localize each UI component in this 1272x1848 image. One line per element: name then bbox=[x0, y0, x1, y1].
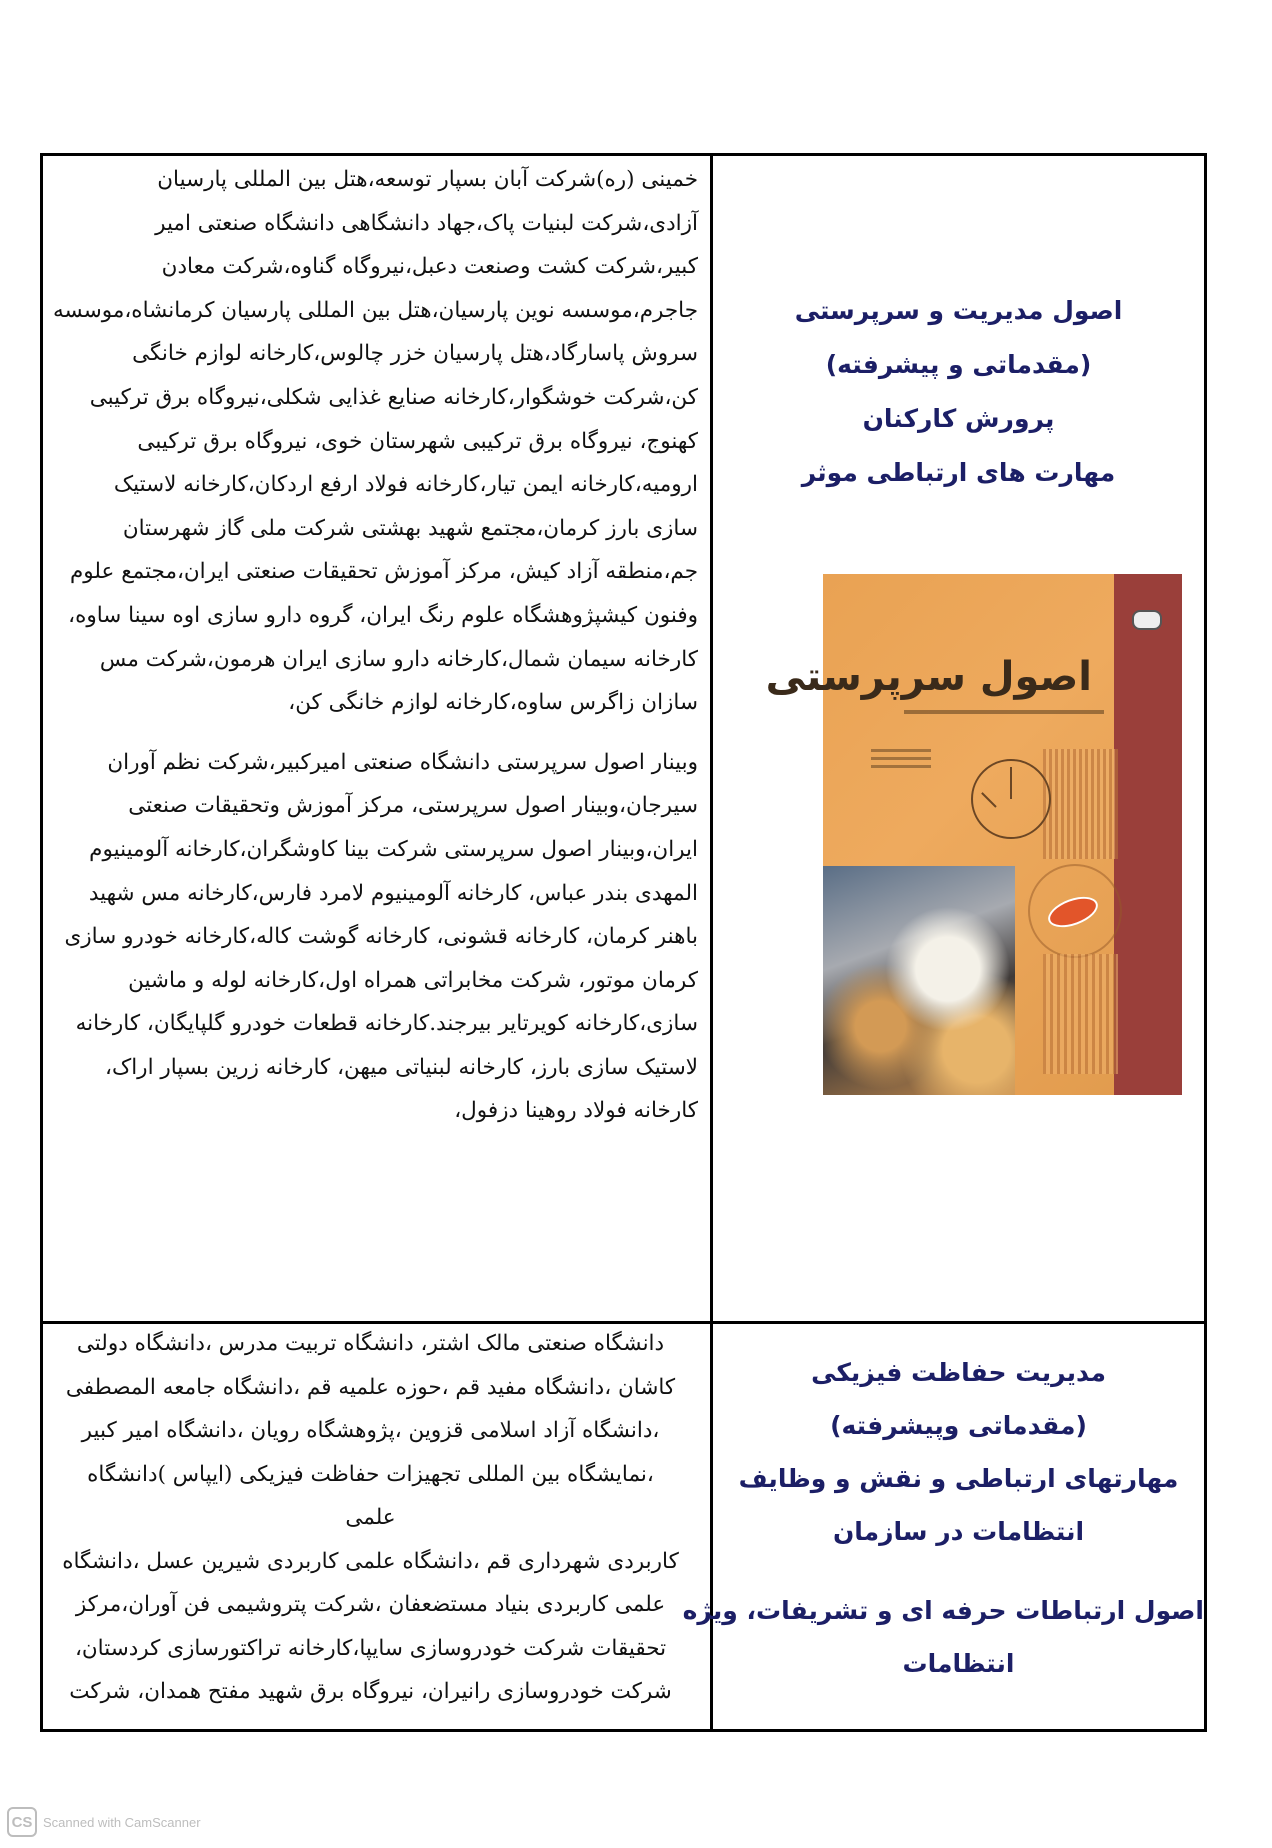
clients-line: علمی کاربردی بنیاد مستضعفان ،شرکت پتروشیمی فن آوران،مرکز bbox=[75, 1592, 666, 1617]
clients-line: سازی،کارخانه کویرتایر بیرجند.کارخانه قطعات خودرو گلپایگان، کارخانه bbox=[75, 1011, 698, 1037]
clients-line: سازی بارز کرمان،مجتمع شهید بهشتی شرکت ملی گاز شهرستان bbox=[122, 515, 698, 541]
clients-line: المهدی بندر عباس، کارخانه آلومینیوم لامرد فارس،کارخانه مس شهید bbox=[88, 880, 698, 906]
course-title: (مقدماتی و پیشرفته) bbox=[825, 350, 1092, 379]
clients-line: باهنر کرمان، کارخانه قشونی، کارخانه گوشت کاله،کارخانه خودرو سازی bbox=[64, 924, 698, 950]
clients-line: وبینار اصول سرپرستی دانشگاه صنعتی امیرکبیر،شرکت نظم آوران bbox=[107, 749, 698, 775]
course-title: پرورش کارکنان bbox=[862, 404, 1055, 433]
barcode-pattern bbox=[1043, 954, 1118, 1074]
course-title: مهارت های ارتباطی موثر bbox=[801, 458, 1116, 487]
clients-paragraph-1 bbox=[53, 158, 698, 725]
course-cell bbox=[713, 156, 1204, 1321]
publisher-logo-icon bbox=[1132, 610, 1162, 630]
clients-line: ارومیه،کارخانه ایمن تیار،کارخانه فولاد ارفع اردکان،کارخانه لاستیک bbox=[113, 472, 698, 498]
clients-line: جاجرم،موسسه نوین پارسیان،هتل بین المللی پارسیان کرمانشاه،موسسه bbox=[53, 297, 698, 323]
course-cell bbox=[682, 1320, 1204, 1729]
course-title: مدیریت حفاظت فیزیکی bbox=[811, 1358, 1106, 1387]
clients-line: خمینی (ره)شرکت آبان بسپار توسعه،هتل بین المللی پارسیان bbox=[157, 167, 698, 192]
clients-line: کبیر،شرکت کشت وصنعت دعبل،نیروگاه گناوه،شرکت معادن bbox=[161, 254, 698, 280]
clients-line: شرکت خودروسازی رانیران، نیروگاه برق شهید مفتح همدان، شرکت bbox=[69, 1679, 672, 1704]
course-title: (مقدماتی وپیشرفته) bbox=[830, 1411, 1087, 1440]
clients-line: کارخانه فولاد روهینا دزفول، bbox=[454, 1098, 698, 1124]
table-row-physical-protection bbox=[40, 1320, 1207, 1732]
clients-line: کرمان موتور، شرکت مخابراتی همراه اول،کارخانه لوله و ماشین bbox=[128, 967, 698, 993]
book-spine bbox=[1114, 574, 1182, 1095]
clients-line: ،دانشگاه آزاد اسلامی قزوین ،پژوهشگاه رویان ،دانشگاه امیر کبیر bbox=[81, 1418, 660, 1443]
clients-line: سازان زاگرس ساوه،کارخانه لوازم خانگی کن، bbox=[288, 690, 698, 716]
clients-line: دانشگاه صنعتی مالک اشتر، دانشگاه تربیت مدرس ،دانشگاه دولتی bbox=[76, 1331, 665, 1356]
course-title: انتظامات bbox=[902, 1649, 1015, 1678]
clients-line: کارخانه سیمان شمال،کارخانه دارو سازی ایران هرمون،شرکت مس bbox=[99, 646, 698, 672]
crowd-photo bbox=[823, 866, 1015, 1095]
clients-line: کاشان ،دانشگاه مفید قم ،حوزه علمیه قم ،دانشگاه جامعه المصطفی bbox=[65, 1374, 676, 1400]
clients-line: سروش پاسارگاد،هتل پارسیان خزر چالوس،کارخانه لوازم خانگی bbox=[132, 341, 698, 367]
clients-line: ،نمایشگاه بین المللی تجهیزات حفاظت فیزیکی (ایپاس )دانشگاه علمی bbox=[87, 1461, 654, 1530]
clients-line: جم،منطقه آزاد کیش، مرکز آموزش تحقیقات صنعتی ایران،مجتمع علوم bbox=[70, 559, 698, 585]
course-title: اصول ارتباطات حرفه ای و تشریفات، ویژه bbox=[682, 1596, 1204, 1625]
clients-paragraph-2 bbox=[53, 741, 698, 1133]
clients-line: کن،شرکت خوشگوار،کارخانه صنایع غذایی شکلی،نیروگاه برق ترکیبی bbox=[89, 384, 698, 410]
course-title: اصول مدیریت و سرپرستی bbox=[794, 296, 1123, 325]
clients-cell bbox=[43, 158, 710, 1133]
table-row-supervision bbox=[40, 153, 1207, 1324]
barcode-pattern bbox=[1043, 749, 1118, 859]
course-title: مهارتهای ارتباطی و نقش و وظایف bbox=[738, 1464, 1179, 1493]
clients-line: تحقیقات شرکت خودروسازی سایپا،کارخانه تراکتورسازی کردستان، bbox=[74, 1635, 667, 1661]
course-titles bbox=[713, 284, 1204, 500]
book-subtitle-line bbox=[904, 710, 1104, 714]
camscanner-watermark bbox=[7, 1807, 201, 1837]
clients-line: کهنوج، نیروگاه برق ترکیبی شهرستان خوی، نیروگاه برق ترکیبی bbox=[137, 428, 698, 454]
clients-cell bbox=[43, 1320, 710, 1714]
clock-icon bbox=[971, 759, 1051, 839]
clients-line: آزادی،شرکت لبنیات پاک،جهاد دانشگاهی دانشگاه صنعتی امیر bbox=[155, 210, 698, 236]
clients-line: ایران،وبینار اصول سرپرستی شرکت بینا کاوشگران،کارخانه آلومینیوم bbox=[89, 836, 698, 862]
clients-line: لاستیک سازی بارز، کارخانه لبنیاتی میهن، کارخانه زرین بسپار اراک، bbox=[105, 1054, 698, 1080]
course-titles bbox=[682, 1346, 1204, 1690]
watermark-text: Scanned with CamScanner bbox=[43, 1814, 201, 1830]
book-authors-lines bbox=[871, 749, 931, 752]
clients-line: کاربردی شهرداری قم ،دانشگاه علمی کاربردی شیرین عسل ،دانشگاه bbox=[62, 1548, 679, 1574]
course-title: انتظامات در سازمان bbox=[832, 1517, 1085, 1546]
book-title: اصول سرپرستی bbox=[765, 654, 1092, 700]
clients-line: سیرجان،وبینار اصول سرپرستی، مرکز آموزش وتحقیقات صنعتی bbox=[128, 793, 698, 819]
camscanner-logo-icon: CS bbox=[7, 1807, 37, 1837]
clients-line: وفنون کیشپژوهشگاه علوم رنگ ایران، گروه دارو سازی اوه سینا ساوه، bbox=[68, 602, 698, 628]
book-cover-image bbox=[765, 574, 1182, 1095]
